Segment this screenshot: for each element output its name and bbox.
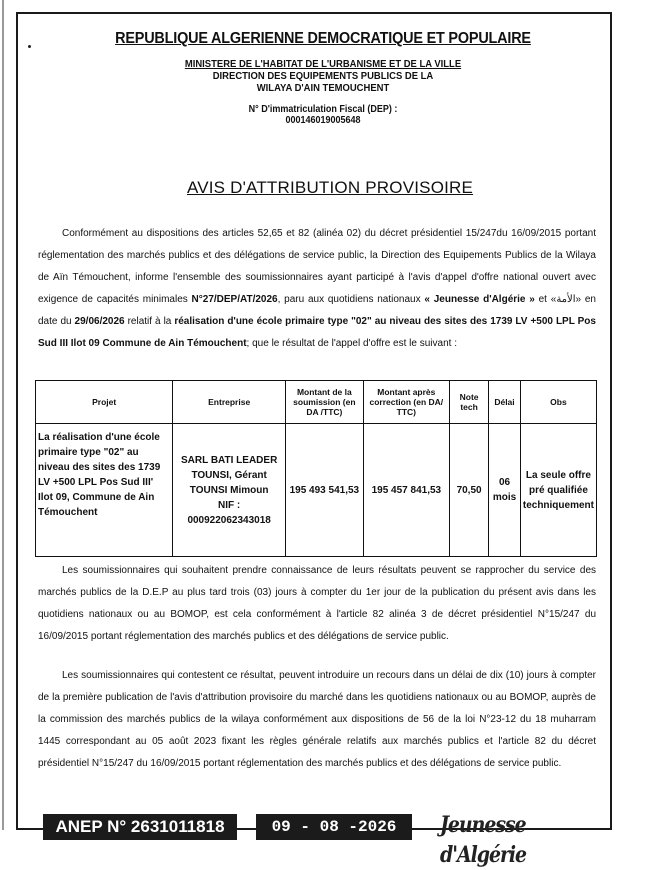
newspaper-logo: Jeunesse d'Algérie (440, 812, 527, 868)
publication-date: 29/06/2026 (74, 316, 125, 327)
col-montant-soumission: Montant de la soumission (en DA /TTC) (286, 381, 364, 424)
publication-date-badge: 09 - 08 -2026 (256, 814, 412, 840)
republic-heading: REPUBLIQUE ALGERIENNE DEMOCRATIQUE ET POPULAIRE (115, 30, 531, 47)
letterhead (0, 30, 646, 126)
table-row (36, 424, 597, 557)
cell-montant-correction: 195 457 841,53 (363, 424, 449, 557)
cell-projet: La réalisation d'une école primaire type "02" au niveau des sites des 1739 LV +500 LPL Pos Sud III' Ilot 09, Commune de Ain Témouchent (36, 424, 173, 557)
anep-number-badge: ANEP N° 2631011818 (43, 814, 237, 840)
entreprise-name: SARL BATI LEADER TOUNSI, Gérant TOUNSI Mimoun (181, 454, 278, 496)
tender-number: N°27/DEP/AT/2026 (191, 294, 278, 305)
fiscal-label: N° D'immatriculation Fiscal (DEP) : (248, 104, 398, 115)
newspaper-ref: « Jeunesse d'Algérie » (424, 294, 535, 305)
results-table (35, 380, 597, 557)
appeal-text: Les soumissionnaires qui contestent ce résultat, peuvent introduire un recours dans un délai de dix (10) jours à compter de la première publication de l'avis d'attribution provisoire du marché dans les quotidiens nationaux ou au BOMOP, auprès de la commission des marchés publics de la wilaya conformément aux dispositions de 56 de la loi N°23-12 du 18 muharram 1445 correspondant au 05 août 2023 fixant les règles générale relatifs aux marchés publics et l'article 82 du décret présidentiel N°15/247 du 16/09/2015 portant réglementation des marchés publics et des délégations de service public. (38, 670, 596, 769)
col-montant-correction: Montant après correction (en DA/ TTC) (363, 381, 449, 424)
fiscal-number: 000146019005648 (285, 115, 361, 126)
consultation-paragraph (38, 560, 596, 648)
cell-note: 70,50 (450, 424, 489, 557)
appeal-paragraph (38, 665, 596, 775)
col-entreprise: Entreprise (173, 381, 286, 424)
col-note: Note tech (450, 381, 489, 424)
table-header-row (36, 381, 597, 424)
consultation-text: Les soumissionnaires qui souhaitent prendre connaissance de leurs résultats peuvent se rapprocher du service des marchés publics de la D.E.P au plus tard trois (03) jours à compter du 1er jour de la publication du présent avis dans les quotidiens nationaux ou au BOMOP, est cela conformément à l'article 82 alinéa 3 de décret présidentiel N°15/247 du 16/09/2015 portant réglementation des marchés publics et des délégations de service public. (38, 565, 596, 642)
notice-title: AVIS D'ATTRIBUTION PROVISOIRE (186, 178, 474, 197)
cell-obs: La seule offre pré qualifiée techniquement (520, 424, 596, 557)
ministry-line: MINISTERE DE L'HABITAT DE L'URBANISME ET DE LA VILLE (184, 58, 462, 70)
cell-entreprise (173, 424, 286, 557)
wilaya-line: WILAYA D'AIN TEMOUCHENT (256, 82, 390, 94)
cell-delai: 06 mois (489, 424, 521, 557)
col-delai: Délai (489, 381, 521, 424)
intro-text-2: , paru aux quotidiens nationaux (277, 294, 425, 305)
intro-paragraph (38, 223, 596, 355)
intro-text-5: ; que le résultat de l'appel d'offre est le suivant : (246, 338, 457, 349)
cell-montant-soumission: 195 493 541,53 (286, 424, 364, 557)
col-obs: Obs (520, 381, 596, 424)
entreprise-nif: NIF : 000922062343018 (187, 499, 271, 526)
project-description: réalisation d'une école primaire type "02" au niveau des sites des 1739 LV +500 LPL Pos Sud III Ilot 09 Commune de Ain Témouchent (38, 316, 596, 349)
intro-text-4: relatif à la (124, 316, 175, 327)
intro-text-3: et «الأمة» en date du (38, 294, 596, 327)
direction-line: DIRECTION DES EQUIPEMENTS PUBLICS DE LA (212, 70, 434, 82)
col-projet: Projet (36, 381, 173, 424)
intro-text-1: Conformément au dispositions des articles 52,65 et 82 (alinéa 02) du décret présidentiel 15/247du 16/09/2015 portant réglementation des marchés publics et des délégations de service public, la Direction des Equipements Publics de la Wilaya de Aïn Témouchent, informe l'ensemble des soumissionnaires ayant participé à l'avis d'appel d'offre national ouvert avec exigence de capacités minimales (38, 228, 596, 305)
